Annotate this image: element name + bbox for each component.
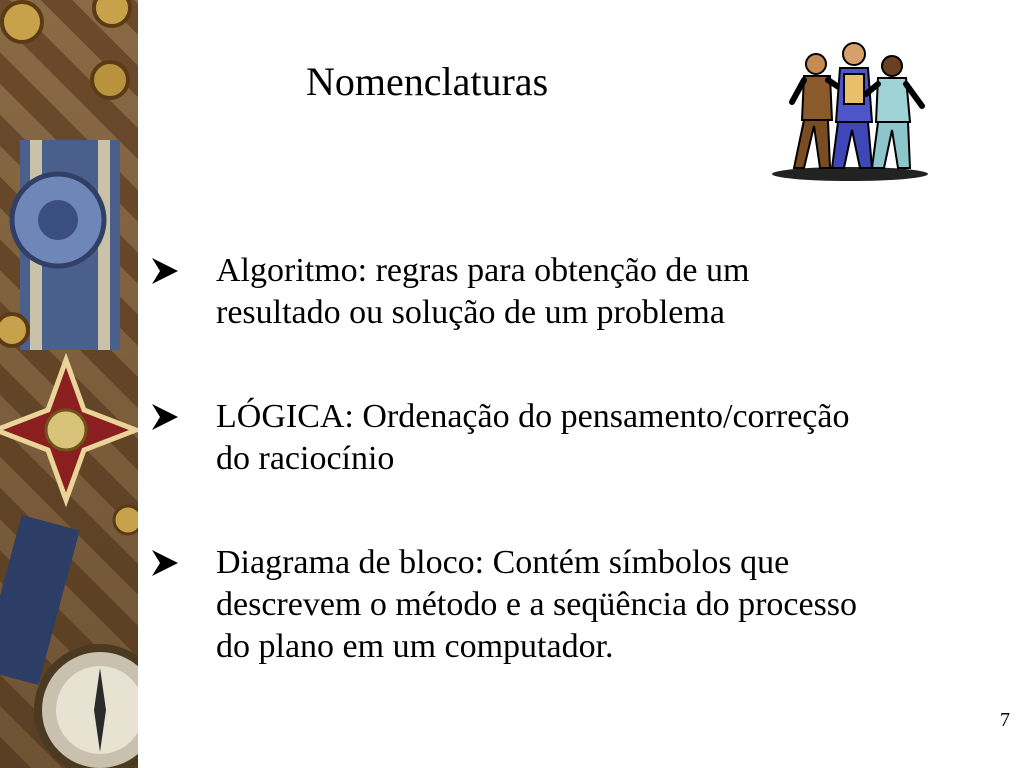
bullet-line: descrevem o método e a seqüência do processo — [216, 586, 858, 623]
bullet-item-logica — [150, 396, 849, 480]
bullet-line: do plano em um computador. — [216, 628, 614, 665]
bullet-line: do raciocínio — [216, 440, 395, 477]
decoration-art — [0, 0, 138, 768]
medals-compass-decoration — [0, 0, 138, 768]
slide-title: Nomenclaturas — [306, 59, 549, 104]
bullet-item-diagrama — [150, 542, 857, 668]
arrowhead-bullet-icon — [150, 402, 180, 432]
three-men-clipart — [768, 40, 932, 182]
arrowhead-bullet-icon — [150, 256, 180, 286]
bullet-line: Algoritmo: regras para obtenção de um — [216, 252, 750, 289]
bullet-line: LÓGICA: Ordenação do pensamento/correção — [216, 398, 850, 435]
bullet-line: resultado ou solução de um problema — [216, 294, 725, 331]
arrowhead-bullet-icon — [150, 548, 180, 578]
bullet-item-algoritmo — [150, 250, 749, 334]
bullet-line: Diagrama de bloco: Contém símbolos que — [216, 544, 790, 581]
page-number: 7 — [1000, 709, 1010, 731]
